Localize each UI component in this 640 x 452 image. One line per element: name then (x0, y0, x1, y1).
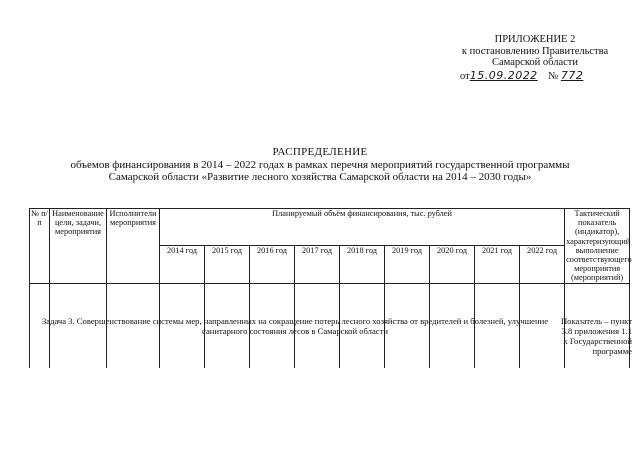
document-title (0, 146, 640, 184)
date-value: 15.09.2022 (469, 68, 538, 82)
document-heading: РАСПРЕДЕЛЕНИЕ (272, 146, 368, 158)
header-row-1 (30, 209, 630, 246)
header-year: 2015 год (205, 246, 250, 283)
header-executors: Исполнители мероприятия (107, 209, 160, 284)
header-year: 2020 год (430, 246, 475, 283)
header-indicator: Тактический показатель (индикатор), характеризующий выполнение соответствующего мероприятия (мероприятий) (566, 209, 632, 283)
number-prefix: № (548, 70, 559, 82)
header-year: 2017 год (295, 246, 340, 283)
annex-block (440, 34, 630, 82)
header-year: 2021 год (475, 246, 520, 283)
annex-date-number-row (440, 70, 630, 83)
header-planned-financing: Планируемый объём финансирования, тыс. рублей (160, 209, 565, 246)
header-year: 2019 год (385, 246, 430, 283)
task-3-description: Задача 3. Совершенствование системы мер, направленных на сокращение потерь лесного хозяйства от вредителей и болезней, улучшение санитарного состояния лесов в Самарской области (41, 316, 549, 336)
header-num: № п/п (30, 209, 50, 284)
header-year: 2022 год (520, 246, 565, 283)
financing-table (29, 208, 630, 368)
annex-line-2: Самарской области (492, 57, 578, 68)
number-value: 772 (560, 68, 584, 82)
header-year: 2014 год (160, 246, 205, 283)
date-prefix: от (460, 70, 470, 82)
task-3-indicator-reference: Показатель – пункт 3.8 приложения 1.1 к Государственной программе (560, 316, 632, 356)
annex-line-1: к постановлению Правительства (461, 45, 609, 57)
header-year: 2018 год (340, 246, 385, 283)
document-subtitle-line-2: Самарской области «Развитие лесного хозяйства Самарской области на 2014 – 2030 годы» (108, 171, 532, 183)
document-subtitle-line-1: объемов финансирования в 2014 – 2022 годах в рамках перечня мероприятий государственной программы (70, 158, 570, 171)
header-name: Наименование цели, задачи, мероприятия (50, 209, 107, 284)
annex-title: ПРИЛОЖЕНИЕ 2 (494, 34, 576, 45)
header-year: 2016 год (250, 246, 295, 283)
